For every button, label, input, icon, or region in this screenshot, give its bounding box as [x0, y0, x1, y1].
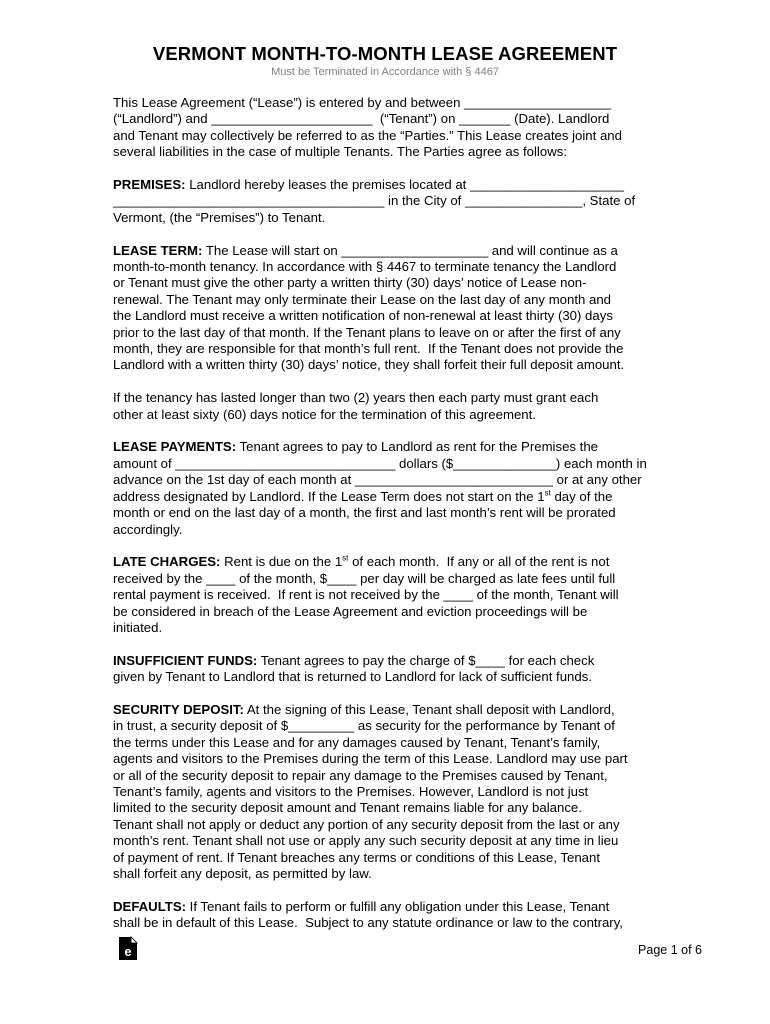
document-title: VERMONT MONTH-TO-MONTH LEASE AGREEMENT	[152, 43, 618, 64]
line-text: the terms under this Lease and for any damages caused by Tenant, Tenant’s family,	[113, 734, 601, 750]
line-text: This Lease Agreement (“Lease”) is entered by and between ____________________	[113, 95, 611, 110]
line-text: Tenant agrees to pay the charge of $____ for each check	[257, 652, 595, 668]
line-text: At the signing of this Lease, Tenant shall deposit with Landlord,	[243, 701, 615, 717]
section-heading: INSUFFICIENT FUNDS:	[113, 652, 258, 668]
text-line	[113, 243, 658, 259]
text-line	[113, 751, 658, 767]
document-logo-icon	[117, 936, 139, 961]
line-text: renewal. The Tenant may only terminate their Lease on the last day of any month and	[113, 291, 612, 307]
text-line	[113, 357, 658, 373]
line-text: shall be in default of this Lease. Subject to any statute ordinance or law to the contrary,	[113, 915, 623, 931]
line-text: several liabilities in the case of multiple Tenants. The Parties agree as follows:	[113, 144, 567, 160]
text-line	[113, 718, 658, 734]
text-line	[113, 275, 658, 291]
text-line	[113, 735, 658, 751]
text-line	[113, 472, 658, 488]
line-text: or all of the security deposit to repair any damage to the Premises caused by Tenant,	[113, 767, 608, 783]
text-line	[113, 850, 658, 866]
text-line	[113, 390, 658, 406]
section-heading: DEFAULTS:	[113, 898, 187, 914]
text-line	[113, 768, 658, 784]
line-text: Rent is due on the 1st of each month. If any or all of the rent is not	[220, 553, 610, 570]
line-text: shall forfeit any deposit, as permitted by law.	[113, 865, 372, 881]
line-text: month, they are responsible for that month’s full rent. If the Tenant does not provide the	[113, 341, 624, 357]
line-text: Tenant’s family, agents and visitors to the Premises. However, Landlord is not just	[113, 783, 589, 799]
line-text: agents and visitors to the Premises during the term of this Lease. Landlord may use part	[113, 751, 628, 767]
line-text: The Lease will start on ____________________ and will continue as a	[202, 242, 618, 258]
line-text: If the tenancy has lasted longer than two (2) years then each party must grant each	[113, 390, 599, 406]
text-line	[113, 407, 658, 423]
text-line	[113, 341, 658, 357]
section-heading: SECURITY DEPOSIT:	[113, 701, 244, 717]
document-body	[113, 95, 658, 948]
line-text: (“Landlord”) and ______________________ (“Tenant”) on _______ (Date). Landlord	[113, 111, 610, 127]
paragraph	[113, 177, 658, 226]
text-line	[113, 702, 658, 718]
paragraph	[113, 95, 658, 161]
text-line	[113, 554, 658, 570]
text-line	[113, 308, 658, 324]
line-text: advance on the 1st day of each month at ___________________________ or at any other	[113, 472, 642, 488]
line-text: in trust, a security deposit of $_________ as security for the performance by Tenant of	[113, 718, 615, 734]
text-line	[113, 193, 658, 209]
line-text: limited to the security deposit amount and Tenant remains liable for any balance.	[113, 800, 582, 816]
text-line	[113, 669, 658, 685]
line-text: be considered in breach of the Lease Agreement and eviction proceedings will be	[113, 603, 588, 619]
text-line	[113, 899, 658, 915]
line-text: prior to the last day of that month. If the Tenant plans to leave on or after the first of any	[113, 324, 621, 340]
line-text: of payment of rent. If Tenant breaches any terms or conditions of this Lease, Tenant	[113, 849, 601, 865]
text-line	[113, 128, 658, 144]
line-text: Landlord hereby leases the premises located at _____________________	[185, 177, 624, 193]
text-line	[113, 587, 658, 603]
line-text: accordingly.	[113, 521, 183, 537]
text-line	[113, 505, 658, 521]
line-text: amount of ______________________________ dollars ($______________) each month in	[113, 455, 647, 471]
line-text: rental payment is received. If rent is not received by the ____ of the month, Tenant will	[113, 587, 619, 603]
line-text: Vermont, (the “Premises”) to Tenant.	[113, 209, 326, 225]
line-text: and Tenant may collectively be referred to as the “Parties.” This Lease creates joint and	[113, 127, 622, 143]
paragraph	[113, 439, 658, 537]
section-heading: LEASE TERM:	[113, 242, 203, 258]
text-line	[113, 866, 658, 882]
text-line	[113, 456, 658, 472]
text-line	[113, 817, 658, 833]
line-text: If Tenant fails to perform or fulfill any obligation under this Lease, Tenant	[186, 898, 610, 914]
page-number: Page 1 of 6	[638, 943, 702, 957]
line-text: the Landlord must receive a written notification of non-renewal at least thirty (30) days	[113, 308, 613, 324]
paragraph	[113, 554, 658, 636]
text-line	[113, 439, 658, 455]
line-text: Tenant shall not apply or deduct any portion of any security deposit from the last or any	[113, 816, 620, 832]
text-line	[113, 489, 658, 505]
line-text: month-to-month tenancy. In accordance with § 4467 to terminate tenancy the Landlord	[113, 259, 617, 275]
line-text: address designated by Landlord. If the Lease Term does not start on the 1st day of the	[113, 488, 613, 504]
line-text: or Tenant must give the other party a written thirty (30) days’ notice of Lease non-	[113, 275, 587, 291]
paragraph	[113, 390, 658, 423]
line-text: received by the ____ of the month, $____ per day will be charged as late fees until full	[113, 570, 616, 586]
text-line	[113, 210, 658, 226]
text-line	[113, 177, 658, 193]
text-line	[113, 620, 658, 636]
text-line	[113, 522, 658, 538]
line-text: other at least sixty (60) days notice for the termination of this agreement.	[113, 406, 536, 422]
text-line	[113, 604, 658, 620]
text-line	[113, 325, 658, 341]
paragraph	[113, 702, 658, 882]
text-line	[113, 144, 658, 160]
section-heading: LEASE PAYMENTS:	[113, 439, 237, 455]
section-heading: LATE CHARGES:	[113, 554, 221, 570]
line-text: given by Tenant to Landlord that is returned to Landlord for lack of sufficient funds.	[113, 669, 592, 685]
svg-text:e: e	[124, 944, 132, 959]
text-line	[113, 800, 658, 816]
line-text: Tenant agrees to pay to Landlord as rent for the Premises the	[236, 439, 599, 455]
text-line	[113, 292, 658, 308]
line-text: month or end on the last day of a month, the first and last month’s rent will be prorated	[113, 505, 616, 521]
paragraph	[113, 899, 658, 932]
text-line	[113, 653, 658, 669]
line-text: Landlord with a written thirty (30) days’ notice, they shall forfeit their full deposit amount.	[113, 357, 625, 373]
line-text: initiated.	[113, 619, 163, 635]
line-text: month’s rent. Tenant shall not use or apply any such security deposit at any time in lieu	[113, 833, 619, 849]
text-line	[113, 833, 658, 849]
paragraph	[113, 653, 658, 686]
text-line	[113, 95, 658, 111]
text-line	[113, 259, 658, 275]
paragraph	[113, 243, 658, 374]
document-subtitle: Must be Terminated in Accordance with § 4467	[271, 66, 499, 78]
line-text: _____________________________________ in the City of ________________, State of	[113, 193, 636, 209]
text-line	[113, 784, 658, 800]
text-line	[113, 571, 658, 587]
text-line	[113, 111, 658, 127]
text-line	[113, 915, 658, 931]
section-heading: PREMISES:	[113, 177, 186, 193]
